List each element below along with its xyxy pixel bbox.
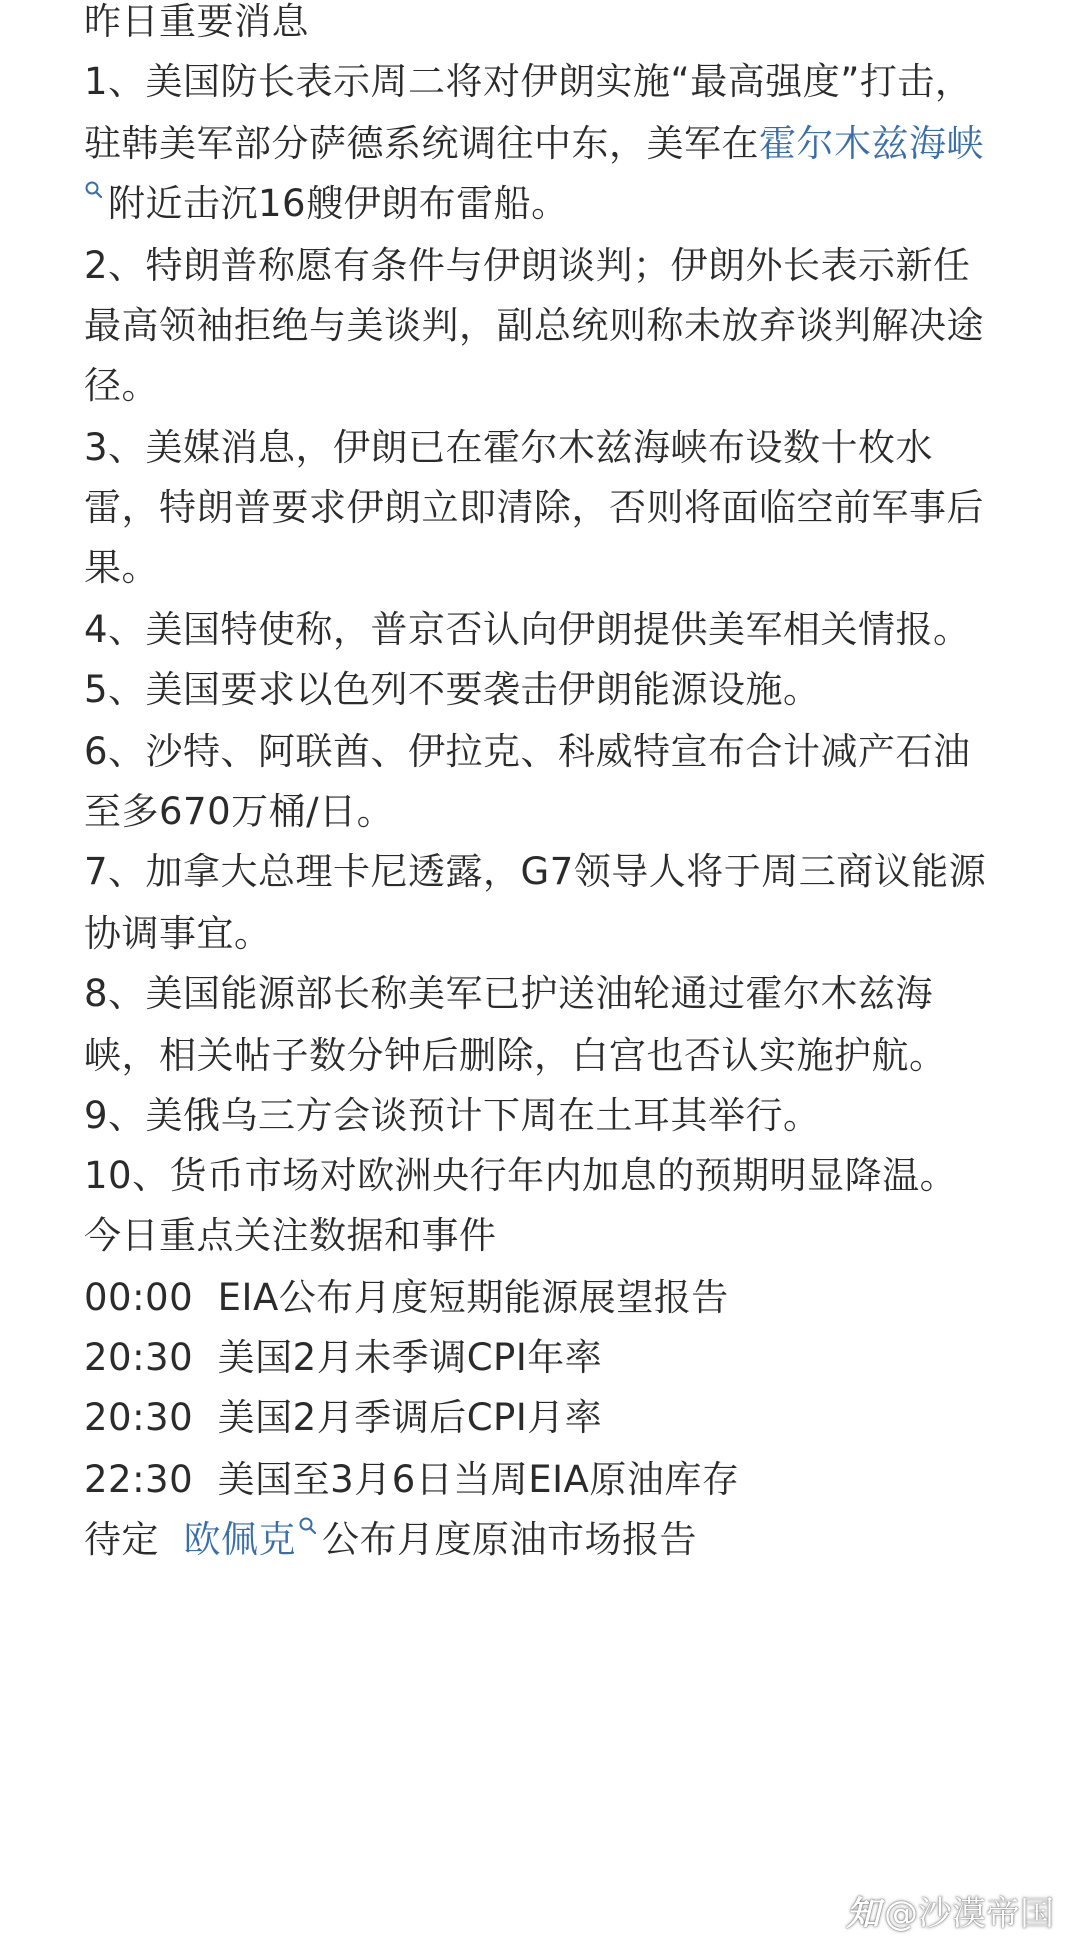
- news-item-6-line-1: 6、沙特、阿联酋、伊拉克、科威特宣布合计减产石油: [84, 730, 971, 773]
- zhihu-watermark: [846, 1886, 1054, 1942]
- news-item-1-text-end: 附近击沉16艘伊朗布雷船。: [108, 182, 569, 225]
- event-text: 公布月度原油市场报告: [322, 1518, 698, 1561]
- news-item-8-line-2: 峡，相关帖子数分钟后删除，白宫也否认实施护航。: [84, 1034, 947, 1077]
- news-item-9: 9、美俄乌三方会谈预计下周在土耳其举行。: [84, 1094, 821, 1137]
- event-time: 20:30: [84, 1396, 194, 1439]
- event-text: 美国至3月6日当周EIA原油库存: [217, 1458, 740, 1501]
- news-item-3-line-2: 雷，特朗普要求伊朗立即清除，否则将面临空前军事后: [84, 486, 984, 529]
- section-heading-today: 今日重点关注数据和事件: [84, 1214, 497, 1257]
- search-icon[interactable]: [298, 1516, 318, 1536]
- hormuz-strait-link[interactable]: 霍尔木兹海峡: [759, 122, 984, 165]
- news-item-3-line-1: 3、美媒消息，伊朗已在霍尔木兹海峡布设数十枚水: [84, 426, 934, 469]
- opec-link[interactable]: 欧佩克: [183, 1518, 297, 1561]
- news-item-8-line-1: 8、美国能源部长称美军已护送油轮通过霍尔木兹海: [84, 972, 934, 1015]
- news-item-3-line-3: 果。: [84, 546, 159, 589]
- news-item-1-text: 驻韩美军部分萨德系统调往中东，美军在: [84, 122, 759, 165]
- event-time: 22:30: [84, 1458, 194, 1501]
- news-item-5: 5、美国要求以色列不要袭击伊朗能源设施。: [84, 668, 821, 711]
- news-item-2-line-1: 2、特朗普称愿有条件与伊朗谈判；伊朗外长表示新任: [84, 244, 971, 287]
- news-item-4: 4、美国特使称，普京否认向伊朗提供美军相关情报。: [84, 608, 971, 651]
- event-time: 20:30: [84, 1336, 194, 1379]
- event-text: 美国2月季调后CPI月率: [217, 1396, 603, 1439]
- news-item-7-line-2: 协调事宜。: [84, 912, 272, 955]
- event-time: 待定: [84, 1518, 159, 1561]
- search-icon[interactable]: [84, 180, 104, 200]
- news-item-7-line-1: 7、加拿大总理卡尼透露，G7领导人将于周三商议能源: [84, 850, 987, 893]
- event-text: 美国2月未季调CPI年率: [217, 1336, 603, 1379]
- news-item-2-line-2: 最高领袖拒绝与美谈判，副总统则称未放弃谈判解决途: [84, 304, 984, 347]
- event-row: [84, 1502, 697, 1578]
- news-item-1-line-1: 1、美国防长表示周二将对伊朗实施“最高强度”打击，: [84, 60, 973, 103]
- news-item-2-line-3: 径。: [84, 364, 159, 407]
- news-item-10: 10、货币市场对欧洲央行年内加息的预期明显降温。: [84, 1154, 958, 1197]
- section-heading-yesterday: 昨日重要消息: [84, 0, 309, 43]
- news-item-6-line-2: 至多670万桶/日。: [84, 790, 395, 833]
- event-time: 00:00: [84, 1276, 194, 1319]
- zhihu-logo: 知: [846, 1894, 880, 1934]
- watermark-author: @沙漠帝国: [884, 1894, 1054, 1934]
- event-text: EIA公布月度短期能源展望报告: [217, 1276, 729, 1319]
